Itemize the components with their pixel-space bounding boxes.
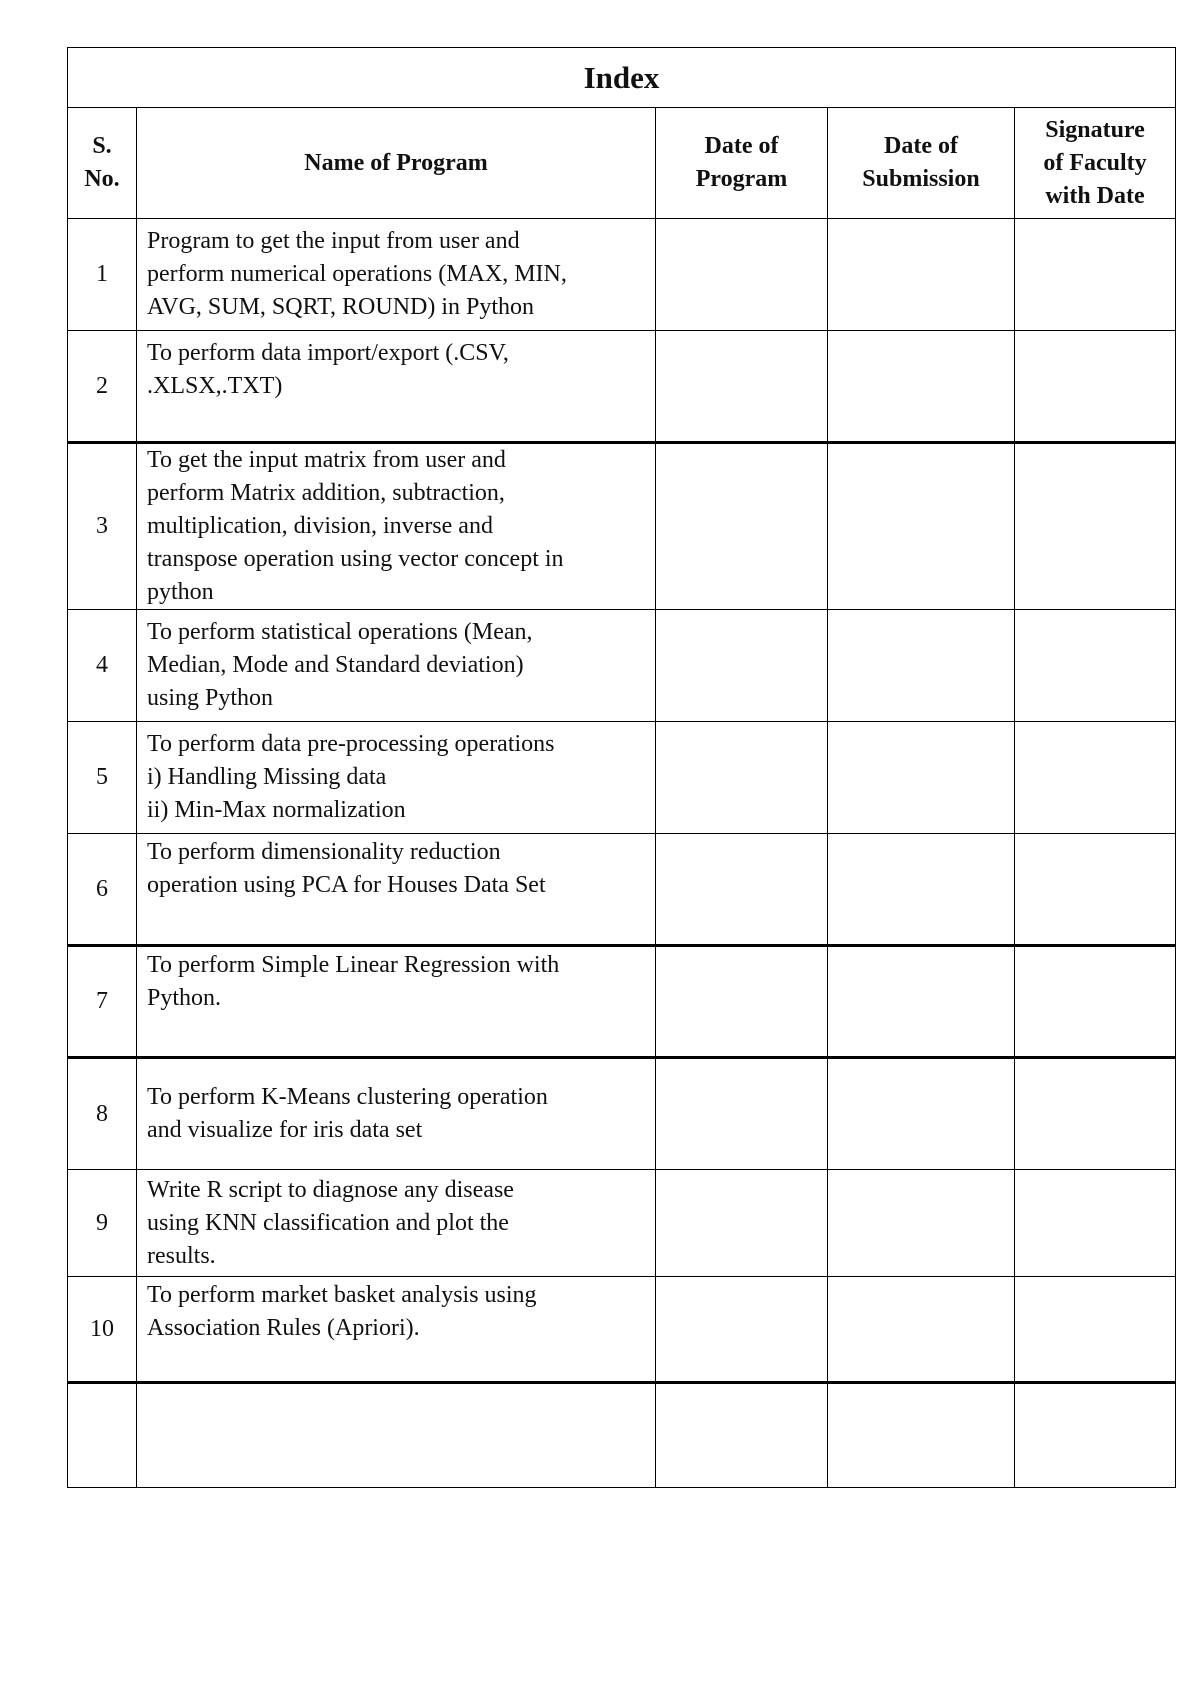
program-line: perform Matrix addition, subtraction, (147, 480, 505, 506)
row-sno: 6 (68, 834, 137, 946)
index-rows (68, 219, 1176, 1488)
row-sno: 7 (68, 946, 137, 1058)
table-row (68, 331, 1176, 443)
index-table (67, 47, 1176, 1488)
row-sno: 10 (68, 1277, 137, 1383)
date-of-submission-cell (828, 1058, 1015, 1170)
row-program-name (137, 219, 656, 331)
header-date-of-submission-line-2: Submission (862, 166, 980, 192)
program-line: Program to get the input from user and (147, 228, 520, 254)
program-line: Write R script to diagnose any disease (147, 1176, 514, 1203)
signature-cell (1015, 1058, 1176, 1170)
row-program-name (137, 1170, 656, 1277)
signature-cell (1015, 443, 1176, 610)
row-sno: 3 (68, 443, 137, 610)
table-row (68, 834, 1176, 946)
date-of-submission-cell (828, 722, 1015, 834)
table-row (68, 1170, 1176, 1277)
index-title: Index (68, 48, 1176, 108)
table-row (68, 722, 1176, 834)
signature-cell (1015, 610, 1176, 722)
header-name-of-program: Name of Program (137, 108, 656, 219)
program-line: Association Rules (Apriori). (147, 1315, 420, 1341)
program-line: python (147, 579, 214, 605)
signature-cell (1015, 1277, 1176, 1383)
program-line: To perform K-Means clustering operation (147, 1084, 548, 1110)
header-date-of-program (656, 108, 828, 219)
date-of-submission-cell (828, 1383, 1015, 1488)
header-date-of-submission-line-1: Date of (884, 133, 958, 159)
signature-cell (1015, 722, 1176, 834)
table-row (68, 610, 1176, 722)
program-line: To perform dimensionality reduction (147, 839, 501, 865)
program-line: using Python (147, 685, 274, 711)
signature-cell (1015, 1383, 1176, 1488)
signature-cell (1015, 219, 1176, 331)
signature-cell (1015, 331, 1176, 443)
date-of-program-cell (656, 834, 828, 946)
date-of-submission-cell (828, 1170, 1015, 1277)
program-line: results. (147, 1242, 216, 1269)
row-program-name (137, 331, 656, 443)
program-line: multiplication, division, inverse and (147, 513, 493, 539)
date-of-program-cell (656, 1277, 828, 1383)
header-signature (1015, 108, 1176, 219)
row-sno: 2 (68, 331, 137, 443)
date-of-program-cell (656, 722, 828, 834)
program-line: using KNN classification and plot the (147, 1209, 509, 1236)
header-sno-line-1: S. (92, 133, 112, 159)
program-line: transpose operation using vector concept in (147, 546, 564, 572)
program-line: ii) Min-Max normalization (147, 797, 406, 823)
date-of-program-cell (656, 946, 828, 1058)
program-line: i) Handling Missing data (147, 764, 387, 790)
table-row (68, 219, 1176, 331)
program-line: AVG, SUM, SQRT, ROUND) in Python (147, 294, 535, 320)
program-line: operation using PCA for Houses Data Set (147, 872, 546, 898)
table-row (68, 1383, 1176, 1488)
row-sno: 5 (68, 722, 137, 834)
program-line: To perform market basket analysis using (147, 1282, 537, 1308)
header-sno (68, 108, 137, 219)
date-of-submission-cell (828, 610, 1015, 722)
row-sno: 1 (68, 219, 137, 331)
date-of-submission-cell (828, 834, 1015, 946)
signature-cell (1015, 834, 1176, 946)
row-sno (68, 1383, 137, 1488)
header-signature-line-3: with Date (1045, 182, 1145, 209)
header-sno-line-2: No. (84, 166, 120, 192)
date-of-submission-cell (828, 219, 1015, 331)
table-row (68, 1058, 1176, 1170)
program-line: To perform statistical operations (Mean, (147, 619, 533, 645)
date-of-submission-cell (828, 1277, 1015, 1383)
date-of-program-cell (656, 1170, 828, 1277)
header-date-of-submission (828, 108, 1015, 219)
date-of-submission-cell (828, 331, 1015, 443)
program-line: and visualize for iris data set (147, 1117, 423, 1143)
header-date-of-program-line-1: Date of (704, 133, 779, 159)
table-row (68, 1277, 1176, 1383)
date-of-program-cell (656, 331, 828, 443)
table-row (68, 946, 1176, 1058)
row-program-name (137, 722, 656, 834)
row-program-name (137, 1277, 656, 1383)
row-sno: 4 (68, 610, 137, 722)
date-of-program-cell (656, 443, 828, 610)
row-program-name (137, 946, 656, 1058)
program-line: To perform data pre-processing operations (147, 731, 555, 757)
row-program-name (137, 1383, 656, 1488)
table-row (68, 443, 1176, 610)
date-of-program-cell (656, 610, 828, 722)
row-program-name (137, 1058, 656, 1170)
date-of-submission-cell (828, 443, 1015, 610)
date-of-program-cell (656, 1058, 828, 1170)
program-line: To perform Simple Linear Regression with (147, 952, 560, 978)
header-signature-line-1: Signature (1045, 116, 1145, 143)
row-program-name (137, 834, 656, 946)
row-sno: 9 (68, 1170, 137, 1277)
signature-cell (1015, 1170, 1176, 1277)
row-sno: 8 (68, 1058, 137, 1170)
header-date-of-program-line-2: Program (695, 166, 788, 192)
program-line: perform numerical operations (MAX, MIN, (147, 261, 567, 287)
date-of-submission-cell (828, 946, 1015, 1058)
program-line: .XLSX,.TXT) (147, 373, 283, 399)
program-line: Python. (147, 985, 222, 1011)
row-program-name (137, 610, 656, 722)
row-program-name (137, 443, 656, 610)
signature-cell (1015, 946, 1176, 1058)
program-line: To perform data import/export (.CSV, (147, 340, 509, 366)
date-of-program-cell (656, 1383, 828, 1488)
date-of-program-cell (656, 219, 828, 331)
header-signature-line-2: of Faculty (1043, 149, 1147, 176)
program-line: To get the input matrix from user and (147, 447, 506, 473)
program-line: Median, Mode and Standard deviation) (147, 652, 524, 678)
